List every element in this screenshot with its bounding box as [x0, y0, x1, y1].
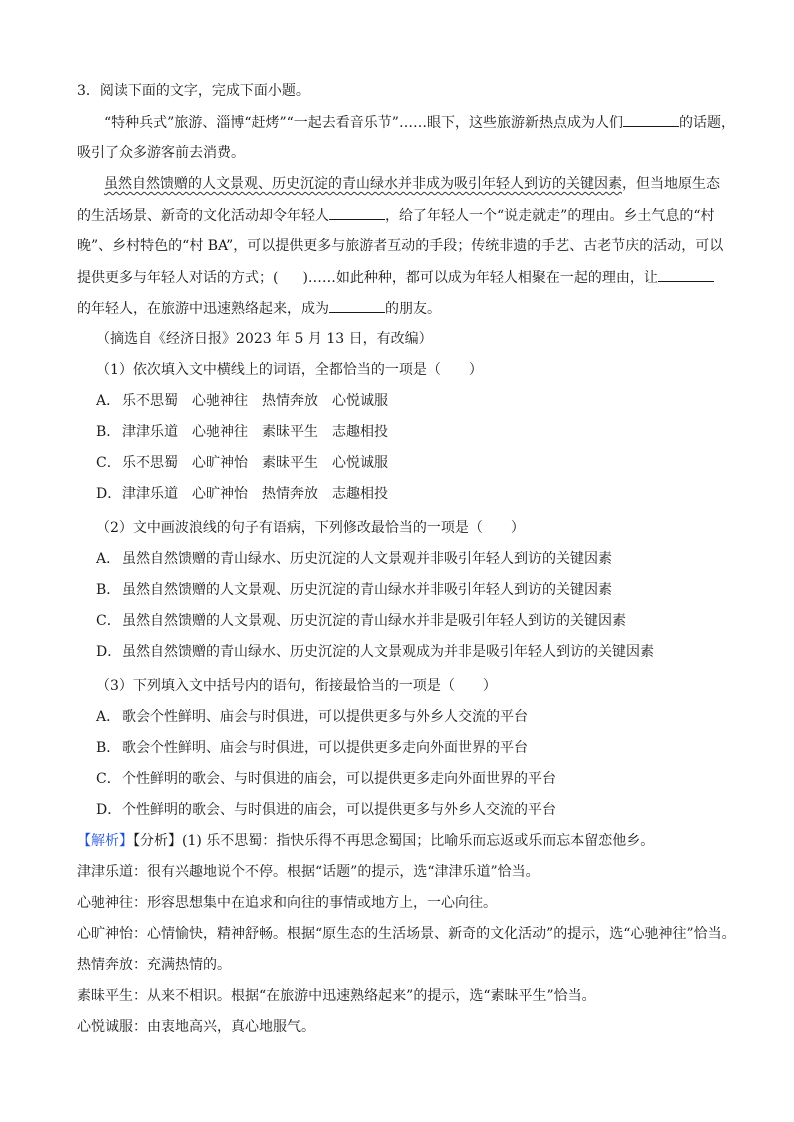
answer-blank	[623, 112, 679, 127]
option-label: D．	[96, 802, 122, 818]
option-row	[96, 422, 402, 442]
answer-blank	[329, 205, 385, 220]
option-row	[96, 769, 556, 789]
analysis-line: 心旷神怡：心情愉快，精神舒畅。根据“原生态的生活场景、新奇的文化活动”的提示，选“心驰神往”恰当。	[77, 926, 736, 942]
prompt-text: （3）下列填入文中括号内的语句，衔接最恰当的一项是（	[96, 678, 455, 694]
sub1-prompt	[96, 360, 483, 380]
option-word: 志趣相投	[332, 424, 388, 440]
option-word: 素昧平生	[262, 424, 318, 440]
question-stem: 3．阅读下面的文字，完成下面小题。	[77, 83, 310, 99]
analysis-line: 心驰神往：形容思想集中在追求和向往的事情或地方上，一心向往。	[77, 895, 497, 911]
option-label: C．	[96, 771, 121, 787]
prompt-text: ）	[482, 678, 497, 694]
option-row	[96, 391, 402, 411]
analysis-line: 素昧平生：从来不相识。根据“在旅游中迅速熟络起来”的提示，选“素昧平生”恰当。	[77, 988, 596, 1004]
option-text: 个性鲜明的歌会、与时俱进的庙会，可以提供更多走向外面世界的平台	[122, 771, 556, 787]
analysis-text: 【分析】(1) 乐不思蜀：指快乐得不再思念蜀国；比喻乐而忘返或乐而忘本留恋他乡。	[133, 833, 655, 849]
option-row	[96, 484, 402, 504]
passage-text: 提供更多与年轻人对话的方式；(	[77, 270, 279, 286]
option-row	[96, 800, 556, 820]
option-row	[96, 611, 626, 631]
passage-text: ，但当地原生态	[622, 176, 720, 192]
analysis-line: 热情奔放：充满热情的。	[77, 957, 231, 973]
analysis-line: 心悦诚服：由衷地高兴，真心地服气。	[77, 1019, 315, 1035]
option-word: 心旷神怡	[192, 455, 248, 471]
option-word: 乐不思蜀	[122, 393, 178, 409]
passage-line-5: 晚”、乡村特色的“村 BA”，可以提供更多与旅游者互动的手段；传统非遗的手艺、古老节庆的活动，可以	[77, 238, 724, 254]
analysis-line: 津津乐道：很有兴趣地说个不停。根据“话题”的提示，选“津津乐道”恰当。	[77, 864, 540, 880]
option-text: 虽然自然馈赠的青山绿水、历史沉淀的人文景观并非吸引年轻人到访的关键因素	[122, 551, 612, 567]
option-label: A．	[96, 551, 121, 567]
option-row	[96, 549, 612, 569]
analysis-first-line	[77, 831, 654, 851]
passage-line-2: 吸引了众多游客前去消费。	[77, 145, 245, 161]
option-word: 心驰神往	[192, 393, 248, 409]
option-text: 虽然自然馈赠的青山绿水、历史沉淀的人文景观成为并非是吸引年轻人到访的关键因素	[122, 644, 654, 660]
option-word: 津津乐道	[122, 424, 178, 440]
option-word: 热情奔放	[262, 486, 318, 502]
option-word: 心驰神往	[192, 424, 248, 440]
passage-text: 的朋友。	[385, 301, 441, 317]
prompt-text: ）	[468, 362, 483, 378]
option-row	[96, 580, 612, 600]
option-label: A．	[96, 393, 121, 409]
wavy-underlined-sentence: 虽然自然馈赠的人文景观、历史沉淀的青山绿水并非成为吸引年轻人到访的关键因素	[104, 176, 622, 192]
option-label: A．	[96, 709, 121, 725]
passage-line-1	[104, 112, 735, 133]
option-label: B．	[96, 582, 121, 598]
option-word: 志趣相投	[332, 486, 388, 502]
option-row	[96, 453, 402, 473]
sub3-prompt	[96, 676, 497, 696]
source-citation: （摘选自《经济日报》2023 年 5 月 13 日，有改编）	[96, 331, 433, 347]
answer-blank	[658, 267, 714, 282]
prompt-text: （1）依次填入文中横线上的词语，全都恰当的一项是（	[96, 362, 441, 378]
passage-text: 的生活场景、新奇的文化活动却令年轻人	[77, 208, 329, 224]
option-label: B．	[96, 740, 121, 756]
passage-line-4	[77, 205, 714, 226]
option-label: B．	[96, 424, 121, 440]
option-text: 个性鲜明的歌会、与时俱进的庙会，可以提供更多与外乡人交流的平台	[122, 802, 556, 818]
option-row	[96, 738, 528, 758]
passage-line-3	[104, 174, 720, 194]
passage-text: “特种兵式”旅游、淄博“赶烤”“一起去看音乐节”……眼下，这些旅游新热点成为人们	[104, 115, 623, 131]
analysis-tag: 【解析】	[77, 833, 133, 849]
option-text: 虽然自然馈赠的人文景观、历史沉淀的青山绿水并非吸引年轻人到访的关键因素	[122, 582, 612, 598]
option-word: 素昧平生	[262, 455, 318, 471]
option-label: C．	[96, 613, 121, 629]
option-label: C．	[96, 455, 121, 471]
option-text: 歌会个性鲜明、庙会与时俱进，可以提供更多走向外面世界的平台	[122, 740, 528, 756]
option-row	[96, 707, 528, 727]
option-text: 歌会个性鲜明、庙会与时俱进，可以提供更多与外乡人交流的平台	[122, 709, 528, 725]
prompt-text: ）	[510, 520, 525, 536]
option-word: 乐不思蜀	[122, 455, 178, 471]
passage-text: 的话题，	[678, 115, 735, 131]
option-label: D．	[96, 644, 122, 660]
passage-text: )……如此种种，都可以成为年轻人相聚在一起的理由，让	[302, 270, 658, 286]
passage-line-6	[77, 267, 714, 288]
passage-text: 的年轻人，在旅游中迅速熟络起来，成为	[77, 301, 329, 317]
sub2-prompt	[96, 518, 525, 538]
option-word: 心悦诚服	[332, 393, 388, 409]
option-label: D．	[96, 486, 122, 502]
option-word: 热情奔放	[262, 393, 318, 409]
prompt-text: （2）文中画波浪线的句子有语病，下列修改最恰当的一项是（	[96, 520, 483, 536]
option-word: 心旷神怡	[192, 486, 248, 502]
option-word: 津津乐道	[122, 486, 178, 502]
passage-line-7	[77, 298, 441, 319]
passage-text: ，给了年轻人一个“说走就走”的理由。乡土气息的“村	[385, 208, 715, 224]
answer-blank	[329, 298, 385, 313]
option-text: 虽然自然馈赠的人文景观、历史沉淀的青山绿水并非是吸引年轻人到访的关键因素	[122, 613, 626, 629]
option-row	[96, 642, 654, 662]
option-word: 心悦诚服	[332, 455, 388, 471]
